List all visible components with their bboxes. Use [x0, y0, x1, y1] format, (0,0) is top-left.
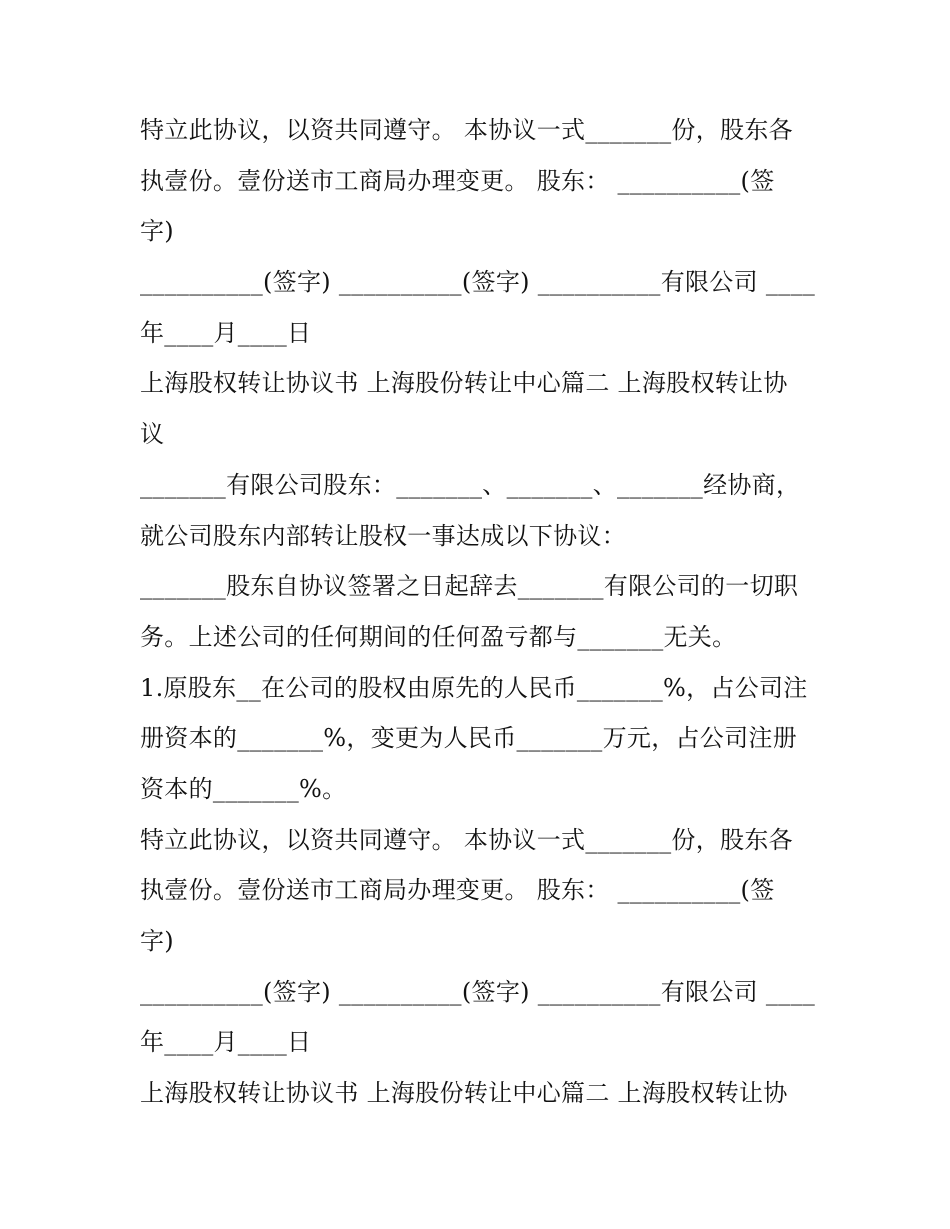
text-line: 议 [140, 420, 165, 449]
text-line: 就公司股东内部转让股权一事达成以下协议： [140, 521, 626, 550]
text-line: 字) [140, 217, 174, 246]
text-line: 年____月____日 [140, 1028, 312, 1057]
text-line: 特立此协议，以资共同遵守。 本协议一式_______份，股东各 [140, 825, 793, 854]
text-line: _______股东自协议签署之日起辞去_______有限公司的一切职 [140, 572, 799, 601]
text-line: 执壹份。壹份送市工商局办理变更。 股东： __________(签 [140, 876, 775, 905]
text-line: 上海股权转让协议书 上海股份转让中心篇二 上海股权转让协 [140, 1079, 788, 1108]
text-line: 1.原股东__在公司的股权由原先的人民币_______%，占公司注 [140, 673, 808, 702]
text-line: 资本的_______%。 [140, 774, 347, 803]
text-line: 年____月____日 [140, 318, 312, 347]
text-line: 字) [140, 927, 174, 955]
text-line: 特立此协议，以资共同遵守。 本协议一式_______份，股东各 [140, 116, 793, 144]
text-line: __________(签字) __________(签字) __________有限公司 ____ [140, 977, 816, 1006]
document-page [140, 105, 816, 1119]
text-line: 执壹份。壹份送市工商局办理变更。 股东： __________(签 [140, 166, 775, 195]
text-line: 务。上述公司的任何期间的任何盈亏都与_______无关。 [140, 622, 737, 651]
text-line: _______有限公司股东：_______、_______、_______经协商， [140, 470, 801, 499]
text-line: __________(签字) __________(签字) __________有限公司 ____ [140, 268, 816, 297]
text-line: 册资本的_______%，变更为人民币_______万元，占公司注册 [140, 724, 798, 753]
text-line: 上海股权转让协议书 上海股份转让中心篇二 上海股权转让协 [140, 369, 788, 398]
